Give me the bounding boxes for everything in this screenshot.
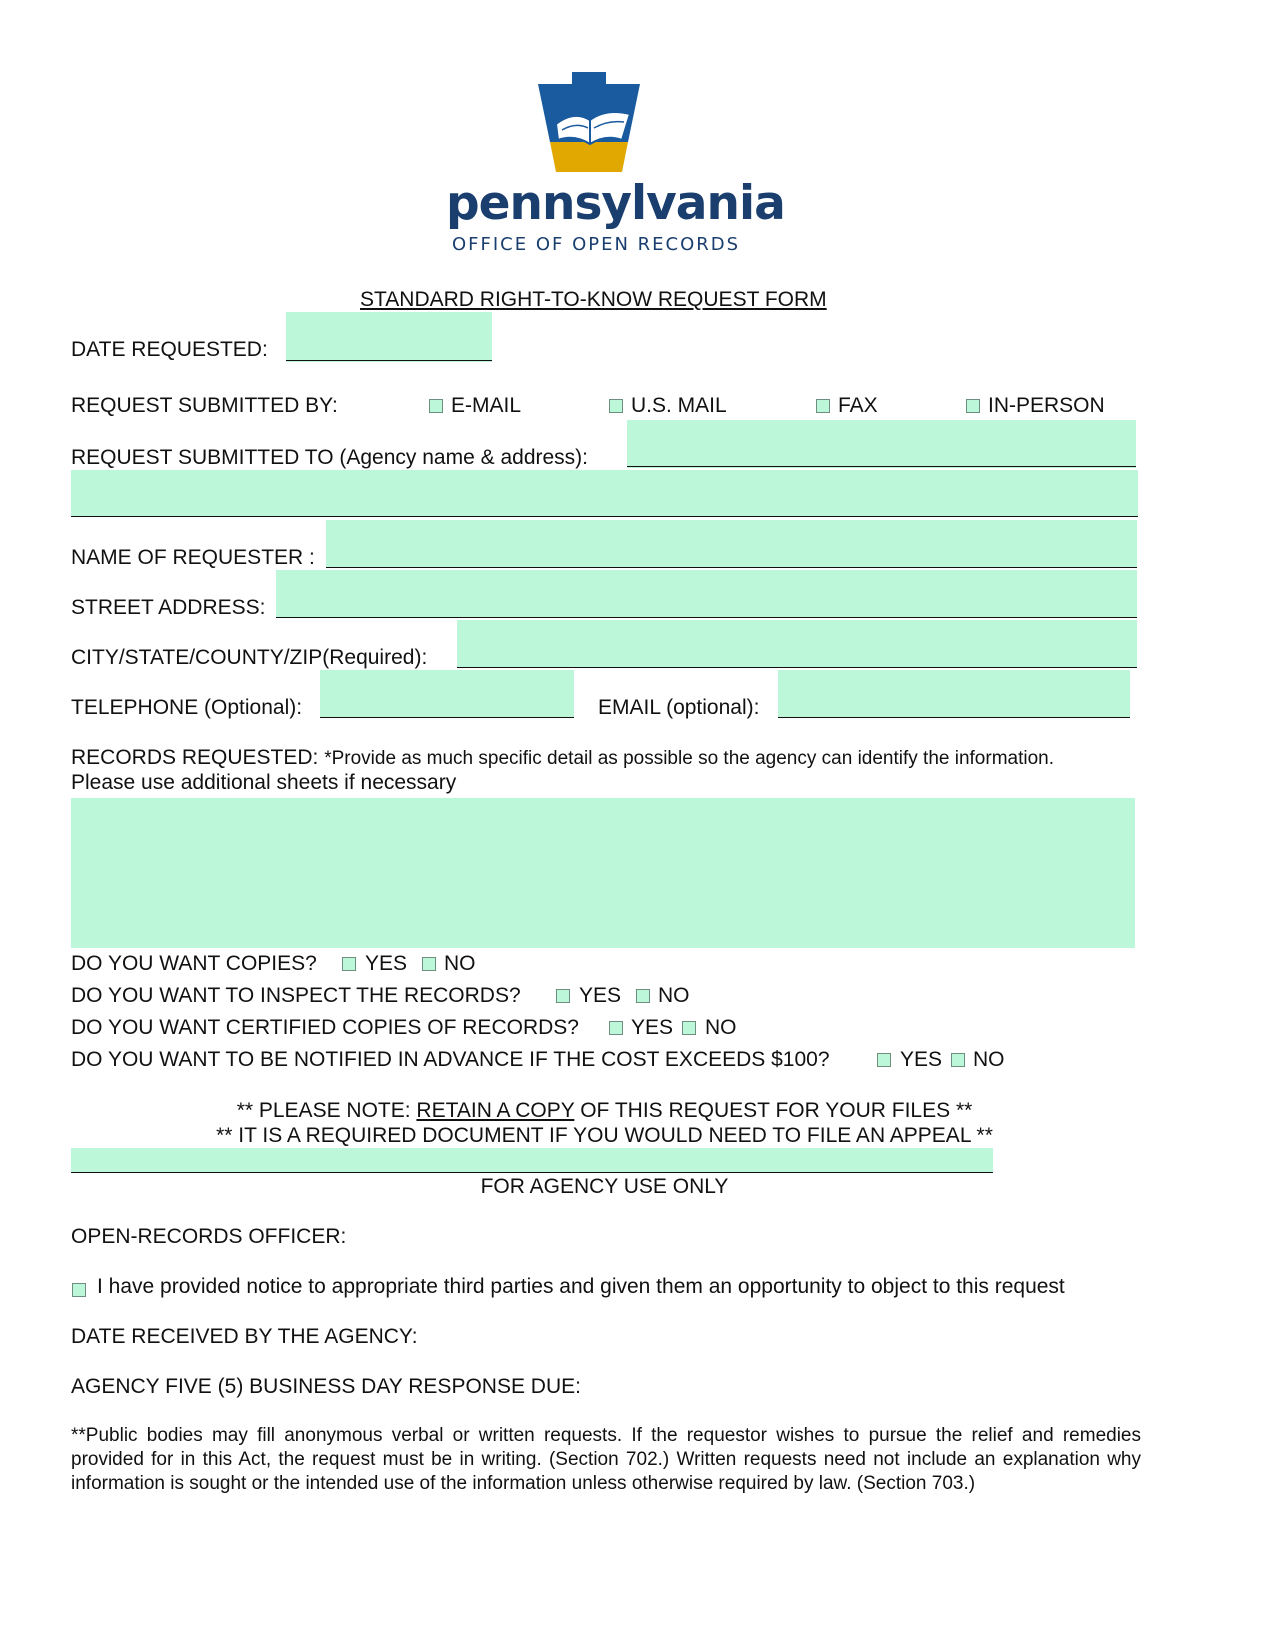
email-label: EMAIL (optional): [598,696,760,719]
date-requested-underline [286,360,492,361]
telephone-field[interactable] [320,670,574,718]
records-label-text: RECORDS REQUESTED: [71,746,319,769]
submitted-to-underline-2 [71,516,1138,517]
agency-divider-line [71,1172,993,1173]
copies-no-checkbox[interactable] [422,957,436,971]
city-underline [457,667,1137,668]
email-option-label: E-MAIL [451,394,522,417]
logo-subtitle: OFFICE OF OPEN RECORDS [452,234,741,255]
certified-yes-label: YES [631,1016,674,1039]
agency-use-heading: FOR AGENCY USE ONLY [480,1175,729,1198]
note-line-1-pre: ** PLEASE NOTE: [236,1099,417,1122]
note-line-1 [71,1099,1138,1123]
copies-yes-checkbox[interactable] [342,957,356,971]
inspect-no-checkbox[interactable] [636,989,650,1003]
date-received-label: DATE RECEIVED BY THE AGENCY: [71,1325,418,1348]
telephone-label: TELEPHONE (Optional): [71,696,303,719]
city-field[interactable] [457,620,1137,668]
street-field[interactable] [276,570,1137,618]
submitted-to-underline [627,466,1136,467]
inperson-option-label: IN-PERSON [988,394,1105,417]
email-field[interactable] [778,670,1130,718]
copies-yes-label: YES [365,952,408,975]
note-line-1-underlined: RETAIN A COPY [416,1099,575,1122]
note-line-2: ** IT IS A REQUIRED DOCUMENT IF YOU WOULD NEED TO FILE AN APPEAL ** [216,1124,993,1147]
question-inspect: DO YOU WANT TO INSPECT THE RECORDS? [71,984,521,1007]
date-requested-label: DATE REQUESTED: [71,338,268,361]
form-title: STANDARD RIGHT-TO-KNOW REQUEST FORM [360,288,827,311]
note-line-1-post: OF THIS REQUEST FOR YOUR FILES ** [574,1099,973,1122]
telephone-underline [320,717,574,718]
date-requested-field[interactable] [286,312,492,362]
notify-yes-label: YES [900,1048,943,1071]
notify-no-checkbox[interactable] [951,1053,965,1067]
name-field[interactable] [326,520,1137,568]
name-label: NAME OF REQUESTER : [71,546,315,569]
agency-divider-field[interactable] [71,1148,993,1172]
third-party-notice-text: I have provided notice to appropriate third parties and given them an opportunity to object to this request [97,1275,1065,1298]
fax-checkbox[interactable] [816,399,830,413]
third-party-notice-checkbox[interactable] [72,1283,86,1297]
notify-yes-checkbox[interactable] [877,1053,891,1067]
street-label: STREET ADDRESS: [71,596,266,619]
inspect-yes-checkbox[interactable] [556,989,570,1003]
street-underline [276,617,1137,618]
question-notify-cost: DO YOU WANT TO BE NOTIFIED IN ADVANCE IF THE COST EXCEEDS $100? [71,1048,830,1071]
email-checkbox[interactable] [429,399,443,413]
certified-no-checkbox[interactable] [682,1021,696,1035]
keystone-logo-icon [536,70,642,174]
submitted-to-field-line2[interactable] [71,470,1138,516]
fax-option-label: FAX [838,394,878,417]
email-underline [778,717,1130,718]
submitted-to-label: REQUEST SUBMITTED TO (Agency name & address): [71,446,588,469]
certified-yes-checkbox[interactable] [609,1021,623,1035]
question-certified: DO YOU WANT CERTIFIED COPIES OF RECORDS? [71,1016,579,1039]
inperson-checkbox[interactable] [966,399,980,413]
certified-no-label: NO [705,1016,737,1039]
logo-wordmark: pennsylvania [446,176,785,231]
submitted-to-field[interactable] [627,420,1136,468]
name-underline [326,567,1137,568]
inspect-yes-label: YES [579,984,622,1007]
question-copies: DO YOU WANT COPIES? [71,952,317,975]
city-label: CITY/STATE/COUNTY/ZIP(Required): [71,646,428,669]
footer-note: **Public bodies may fill anonymous verbal or written requests. If the requestor wishes to pursue the relief and remedies provided for in this Act, the request must be in writing. (Section 702.) Written requests need not include an explanation why information is sought or the intended use of the information unless otherwise required by law. (Section 703.) [71,1425,1141,1494]
records-hint-2: Please use additional sheets if necessary [71,771,457,794]
usmail-option-label: U.S. MAIL [631,394,727,417]
notify-no-label: NO [973,1048,1005,1071]
submitted-by-label: REQUEST SUBMITTED BY: [71,394,338,417]
records-requested-field[interactable] [71,798,1135,948]
usmail-checkbox[interactable] [609,399,623,413]
records-label [71,746,1054,770]
inspect-no-label: NO [658,984,690,1007]
records-hint: *Provide as much specific detail as possible so the agency can identify the information. [324,748,1055,769]
open-records-officer-label: OPEN-RECORDS OFFICER: [71,1225,347,1248]
response-due-label: AGENCY FIVE (5) BUSINESS DAY RESPONSE DUE: [71,1375,581,1398]
copies-no-label: NO [444,952,476,975]
